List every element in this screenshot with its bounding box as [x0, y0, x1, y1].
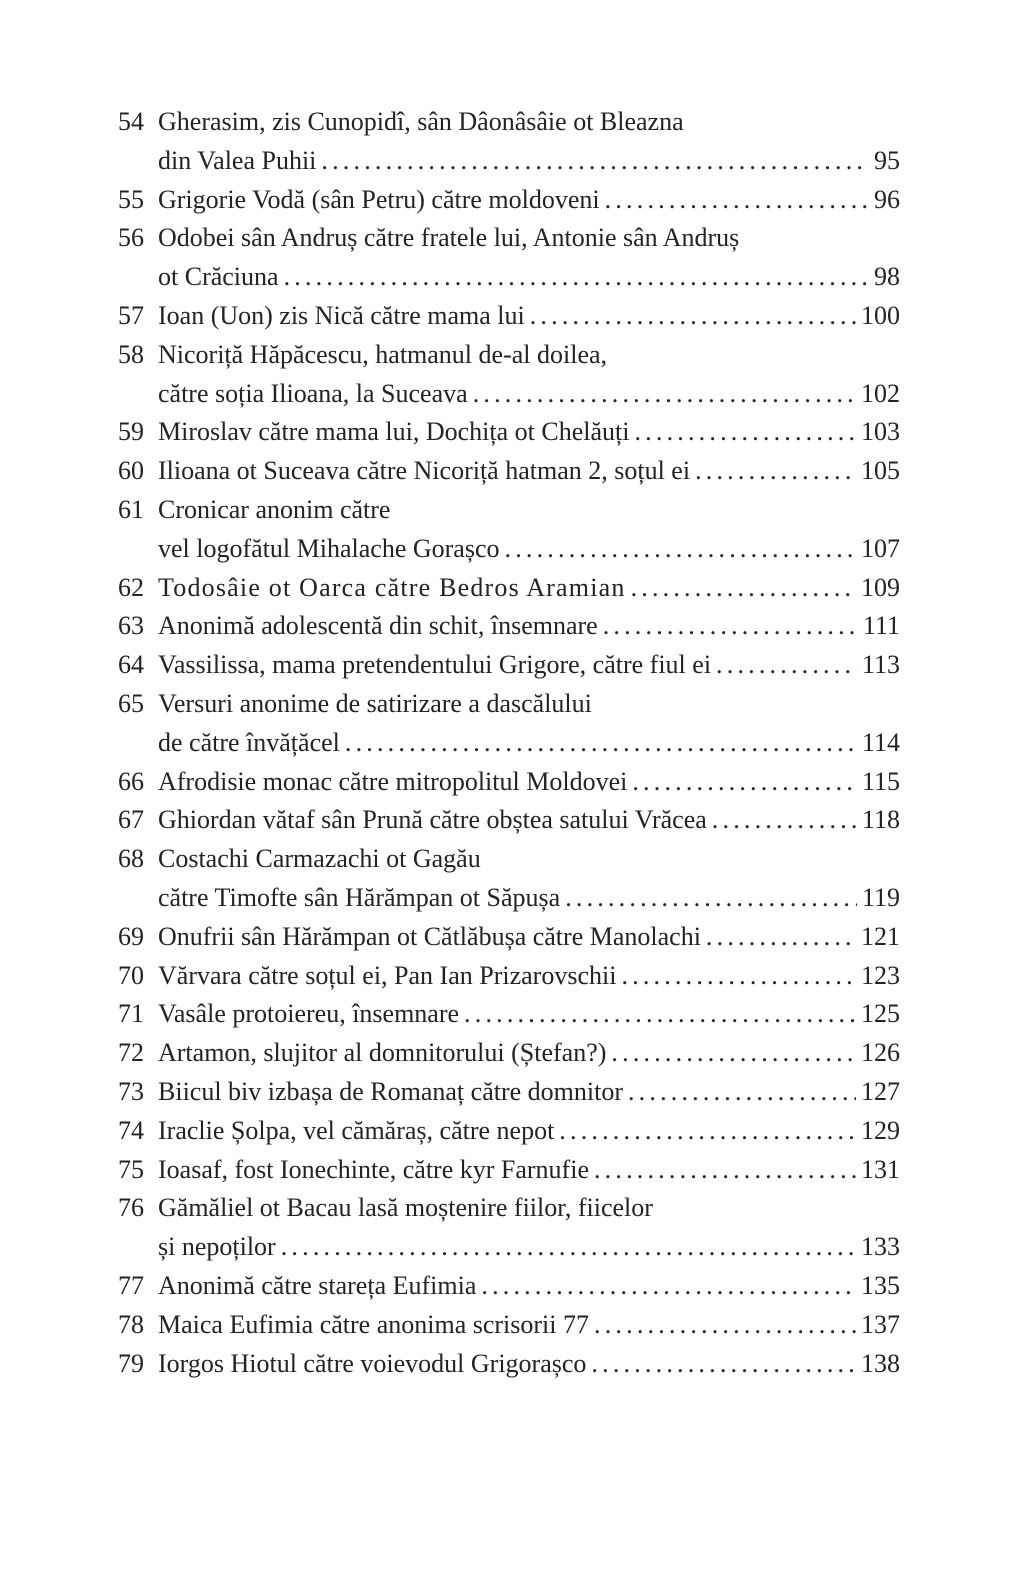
entry-body: [158, 491, 900, 569]
dot-leader: [716, 646, 857, 685]
entry-body: [158, 336, 900, 414]
toc-entry: [118, 1345, 900, 1384]
entry-title-text: Biicul biv izbașa de Romanaț către domnitor: [158, 1076, 623, 1106]
dot-leader: [473, 375, 856, 414]
entry-number: 67: [118, 805, 144, 835]
entry-number: 55: [118, 184, 144, 214]
entry-title-text: Afrodisie monac către mitropolitul Moldovei: [158, 766, 628, 796]
entry-page-number: 133: [861, 1232, 900, 1262]
entry-body: [158, 219, 900, 297]
entry-body: [158, 181, 900, 220]
toc-entry-line: [158, 1267, 900, 1306]
dot-leader: [594, 1306, 856, 1345]
dot-leader: [611, 1034, 856, 1073]
entry-title-text: ot Crăciuna: [158, 262, 279, 292]
toc-entry-line: [158, 1228, 900, 1267]
toc-entry: [118, 181, 900, 220]
entry-number: 65: [118, 688, 144, 718]
entry-number: 57: [118, 300, 144, 330]
dot-leader: [530, 297, 856, 336]
entry-page-number: 115: [861, 766, 900, 796]
entry-page-number: 102: [861, 378, 900, 408]
entry-title-text: Todosâie ot Oarca către Bedros Aramian: [158, 572, 626, 602]
entry-page-number: 123: [861, 960, 900, 990]
dot-leader: [591, 1345, 856, 1384]
entry-number: 61: [118, 494, 144, 524]
entry-body: [158, 685, 900, 763]
toc-entry-line: [158, 413, 900, 452]
entry-body: [158, 763, 900, 802]
toc-entry-line: [158, 452, 900, 491]
entry-body: [158, 1267, 900, 1306]
dot-leader: [605, 181, 869, 220]
toc-entry-line: [158, 181, 900, 220]
toc-entry: [118, 801, 900, 840]
entry-title-text: Gămăliel ot Bacau lasă moștenire fiilor, fiicelor: [158, 1193, 653, 1223]
entry-page-number: 119: [861, 882, 900, 912]
entry-number: 69: [118, 921, 144, 951]
toc-entry: [118, 1151, 900, 1190]
dot-leader: [281, 1228, 856, 1267]
entry-title-text: Onufrii sân Hărămpan ot Cătlăbușa către Manolachi: [158, 921, 701, 951]
entry-number: 70: [118, 960, 144, 990]
toc-entry: [118, 763, 900, 802]
toc-entry-line: [158, 840, 900, 879]
entry-body: [158, 607, 900, 646]
toc-entry-line: [158, 530, 900, 569]
entry-number: 64: [118, 650, 144, 680]
dot-leader: [631, 569, 856, 608]
entry-page-number: 95: [874, 145, 900, 175]
toc-entry: [118, 1112, 900, 1151]
dot-leader: [505, 530, 857, 569]
toc-entry-line: [158, 763, 900, 802]
toc-entry-line: [158, 569, 900, 608]
entry-page-number: 135: [861, 1270, 900, 1300]
entry-title-text: Ioan (Uon) zis Nică către mama lui: [158, 300, 525, 330]
entry-number: 78: [118, 1309, 144, 1339]
toc-entry-line: [158, 336, 900, 375]
entry-title-text: Vasâle protoiereu, însemnare: [158, 999, 460, 1029]
entry-body: [158, 1345, 900, 1384]
toc-entry-line: [158, 801, 900, 840]
entry-number: 56: [118, 223, 144, 253]
entry-body: [158, 297, 900, 336]
dot-leader: [706, 918, 856, 957]
entry-body: [158, 452, 900, 491]
entry-body: [158, 918, 900, 957]
entry-title-text: Anonimă către stareța Eufimia: [158, 1270, 477, 1300]
toc-entry-line: [158, 1034, 900, 1073]
entry-number: 58: [118, 339, 144, 369]
table-of-contents: [118, 103, 900, 1383]
dot-leader: [559, 1112, 856, 1151]
entry-body: [158, 646, 900, 685]
dot-leader: [345, 724, 857, 763]
toc-entry: [118, 452, 900, 491]
entry-title-text: Vărvara către soțul ei, Pan Ian Prizarovschii: [158, 960, 617, 990]
toc-entry-line: [158, 724, 900, 763]
entry-number: 66: [118, 766, 144, 796]
entry-page-number: 138: [861, 1348, 900, 1378]
dot-leader: [621, 957, 856, 996]
entry-title-text: către Timofte sân Hărămpan ot Săpușa: [158, 882, 561, 912]
entry-body: [158, 1034, 900, 1073]
toc-entry: [118, 957, 900, 996]
toc-entry-line: [158, 103, 900, 142]
toc-entry-line: [158, 1112, 900, 1151]
toc-entry-line: [158, 1306, 900, 1345]
entry-number: 71: [118, 999, 144, 1029]
toc-entry: [118, 685, 900, 763]
toc-entry: [118, 336, 900, 414]
entry-page-number: 126: [861, 1038, 900, 1068]
dot-leader: [712, 801, 857, 840]
entry-page-number: 137: [861, 1309, 900, 1339]
toc-entry: [118, 491, 900, 569]
entry-page-number: 113: [861, 650, 900, 680]
entry-body: [158, 413, 900, 452]
entry-title-text: Ghiordan vătaf sân Prună către obștea satului Vrăcea: [158, 805, 707, 835]
entry-title-text: Gherasim, zis Cunopidî, sân Dâonâsâie ot Bleazna: [158, 107, 684, 136]
entry-title-text: din Valea Puhii: [158, 145, 317, 175]
entry-page-number: 109: [861, 572, 900, 602]
entry-number: 75: [118, 1154, 144, 1184]
entry-body: [158, 995, 900, 1034]
entry-title-text: Cronicar anonim către: [158, 494, 391, 524]
entry-body: [158, 569, 900, 608]
toc-entry-line: [158, 491, 900, 530]
entry-page-number: 131: [861, 1154, 900, 1184]
entry-page-number: 100: [861, 300, 900, 330]
toc-entry: [118, 219, 900, 297]
toc-entry: [118, 413, 900, 452]
toc-entry-line: [158, 1345, 900, 1384]
toc-entry: [118, 607, 900, 646]
entry-number: 62: [118, 572, 144, 602]
entry-title-text: Versuri anonime de satirizare a dascălului: [158, 688, 592, 718]
entry-title-text: vel logofătul Mihalache Gorașco: [158, 533, 500, 563]
toc-entry: [118, 297, 900, 336]
toc-entry: [118, 1306, 900, 1345]
dot-leader: [594, 1151, 856, 1190]
toc-entry-line: [158, 219, 900, 258]
toc-entry: [118, 918, 900, 957]
dot-leader: [565, 879, 857, 918]
toc-entry-line: [158, 879, 900, 918]
toc-entry-line: [158, 1189, 900, 1228]
entry-page-number: 121: [861, 921, 900, 951]
entry-title-text: Anonimă adolescentă din schit, însemnare: [158, 611, 598, 641]
entry-number: 63: [118, 611, 144, 641]
entry-title-text: Artamon, slujitor al domnitorului (Ștefan?): [158, 1038, 607, 1068]
toc-entry-line: [158, 685, 900, 724]
entry-number: 79: [118, 1348, 144, 1378]
dot-leader: [603, 607, 858, 646]
entry-number: 74: [118, 1115, 144, 1145]
dot-leader: [284, 258, 869, 297]
entry-number: 60: [118, 456, 144, 486]
toc-entry-line: [158, 646, 900, 685]
entry-title-text: și nepoților: [158, 1232, 276, 1262]
toc-entry: [118, 840, 900, 918]
entry-body: [158, 1189, 900, 1267]
toc-entry: [118, 103, 900, 181]
toc-entry-line: [158, 375, 900, 414]
entry-body: [158, 1112, 900, 1151]
entry-page-number: 111: [862, 611, 900, 641]
entry-title-text: Costachi Carmazachi ot Gagău: [158, 844, 481, 874]
entry-page-number: 107: [861, 533, 900, 563]
entry-body: [158, 103, 900, 181]
entry-title-text: Odobei sân Andruș către fratele lui, Antonie sân Andruș: [158, 223, 740, 253]
entry-page-number: 105: [861, 456, 900, 486]
dot-leader: [628, 1073, 856, 1112]
entry-title-text: Ilioana ot Suceava către Nicoriță hatman 2, soțul ei: [158, 456, 691, 486]
dot-leader: [695, 452, 856, 491]
toc-entry: [118, 569, 900, 608]
entry-page-number: 96: [874, 184, 900, 214]
entry-page-number: 103: [861, 417, 900, 447]
entry-title-text: Iorgos Hiotul către voievodul Grigorașco: [158, 1348, 587, 1378]
entry-body: [158, 1306, 900, 1345]
toc-entry-line: [158, 142, 900, 181]
entry-body: [158, 801, 900, 840]
entry-page-number: 127: [861, 1076, 900, 1106]
toc-entry-line: [158, 1073, 900, 1112]
entry-number: 76: [118, 1193, 144, 1223]
entry-title-text: Grigorie Vodă (sân Petru) către moldoveni: [158, 184, 600, 214]
toc-entry-line: [158, 995, 900, 1034]
dot-leader: [632, 763, 857, 802]
entry-title-text: Nicoriță Hăpăcescu, hatmanul de-al doilea,: [158, 339, 608, 369]
entry-number: 68: [118, 844, 144, 874]
entry-title-text: către soția Ilioana, la Suceava: [158, 378, 468, 408]
toc-entry-line: [158, 918, 900, 957]
toc-entry: [118, 995, 900, 1034]
entry-body: [158, 1073, 900, 1112]
toc-entry: [118, 1034, 900, 1073]
entry-number: 72: [118, 1038, 144, 1068]
entry-title-text: Maica Eufimia către anonima scrisorii 77: [158, 1309, 590, 1339]
entry-title-text: Miroslav către mama lui, Dochița ot Chelăuți: [158, 417, 630, 447]
entry-page-number: 118: [861, 805, 900, 835]
toc-entry-line: [158, 258, 900, 297]
toc-entry: [118, 1189, 900, 1267]
entry-number: 73: [118, 1076, 144, 1106]
entry-page-number: 125: [861, 999, 900, 1029]
dot-leader: [464, 995, 856, 1034]
toc-entry-line: [158, 607, 900, 646]
entry-title-text: Ioasaf, fost Ionechinte, către kyr Farnufie: [158, 1154, 589, 1184]
entry-title-text: Iraclie Șolpa, vel cămăraș, către nepot: [158, 1115, 555, 1145]
entry-title-text: Vassilissa, mama pretendentului Grigore, către fiul ei: [158, 650, 712, 680]
toc-entry-line: [158, 297, 900, 336]
toc-entry-line: [158, 1151, 900, 1190]
entry-number: 77: [118, 1270, 144, 1300]
entry-number: 54: [118, 107, 144, 136]
toc-entry-line: [158, 957, 900, 996]
dot-leader: [321, 142, 869, 181]
entry-page-number: 98: [874, 262, 900, 292]
entry-body: [158, 957, 900, 996]
entry-body: [158, 840, 900, 918]
entry-title-text: de către învățăcel: [158, 727, 340, 757]
toc-entry: [118, 1267, 900, 1306]
toc-entry: [118, 1073, 900, 1112]
entry-number: 59: [118, 417, 144, 447]
entry-page-number: 129: [861, 1115, 900, 1145]
entry-page-number: 114: [861, 727, 900, 757]
dot-leader: [481, 1267, 856, 1306]
toc-entry: [118, 646, 900, 685]
entry-body: [158, 1151, 900, 1190]
dot-leader: [634, 413, 856, 452]
